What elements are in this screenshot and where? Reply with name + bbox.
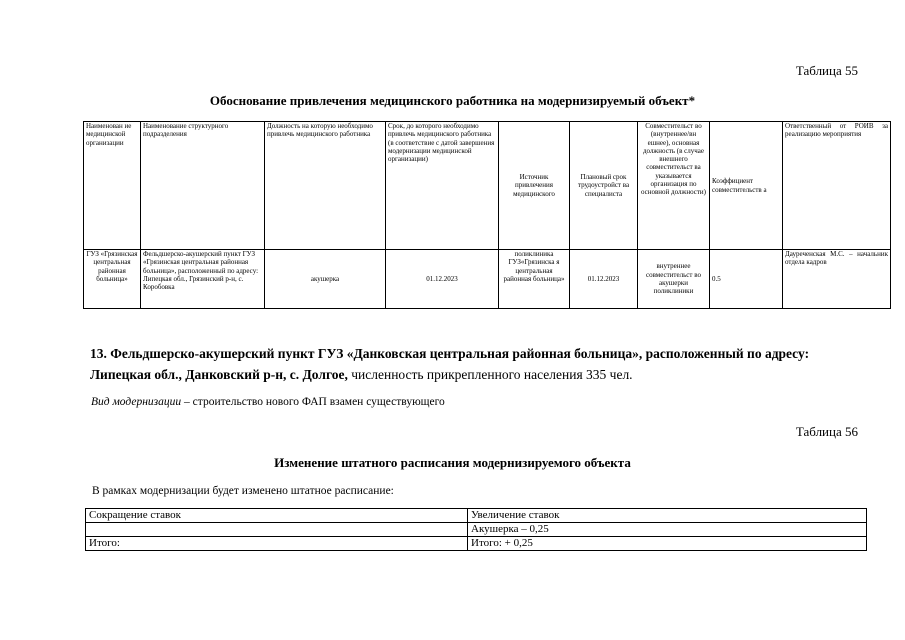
table-55 [83, 121, 891, 309]
table-56-title: Изменение штатного расписания модернизируемого объекта [274, 455, 631, 470]
table-55-number: Таблица 55 [795, 63, 858, 78]
table-cell: поликлиника ГУЗ«Грязинска я центральная районная больница» [499, 250, 570, 309]
header-cell: Должность на которую необходимо привлечь медицинского работника [265, 122, 386, 250]
table-cell: Акушерка – 0,25 [468, 523, 867, 537]
table-cell: 01.12.2023 [570, 250, 638, 309]
table-cell: 01.12.2023 [386, 250, 499, 309]
table-cell: акушерка [265, 250, 386, 309]
modernization-type [91, 396, 445, 408]
section-13-population: численность прикрепленного населения 335 чел. [347, 367, 633, 382]
table-header-row [86, 509, 867, 523]
table-cell: Дауреченская М.С. – начальник отдела кадров [783, 250, 891, 309]
table-56 [85, 508, 867, 551]
table-cell: Итого: [86, 537, 468, 551]
header-cell: Коэффициент совместительств а [710, 122, 783, 250]
table-56-intro: В рамках модернизации будет изменено штатное расписание: [92, 485, 394, 497]
header-cell: Плановый срок трудоустройст ва специалиста [570, 122, 638, 250]
table-cell: 0.5 [710, 250, 783, 309]
table-cell: ГУЗ «Грязинская центральная районная больница» [84, 250, 141, 309]
section-13-title: 13. Фельдшерско-акушерский пункт ГУЗ «Данковская центральная районная больница», расположенный по адресу: Липецкая обл., Данковский р-н, с. Долгое, [90, 346, 810, 382]
header-cell: Наименование структурного подразделения [141, 122, 265, 250]
table-cell: внутреннее совместительст во акушерки поликлиники [638, 250, 710, 309]
modernization-type-text: – строительство нового ФАП взамен существующего [181, 396, 445, 408]
header-cell: Увеличение ставок [468, 509, 867, 523]
table-row [86, 523, 867, 537]
header-cell: Наименован ие медицинской организации [84, 122, 141, 250]
table-header-row [84, 122, 891, 250]
header-cell: Сокращение ставок [86, 509, 468, 523]
table-cell: Итого: + 0,25 [468, 537, 867, 551]
table-55-title: Обоснование привлечения медицинского работника на модернизируемый объект* [209, 93, 696, 108]
table-cell [86, 523, 468, 537]
table-row [84, 250, 891, 309]
header-cell: Источник привлечения медицинского [499, 122, 570, 250]
header-cell: Совместительст во (внутреннее/вн ешнее), основная должность (в случае внешнего совместительст ва указывается организация по основной должности) [638, 122, 710, 250]
modernization-type-label: Вид модернизации [91, 396, 182, 408]
header-cell: Ответственный от РОИВ за реализацию мероприятия [783, 122, 891, 250]
header-cell: Срок, до которого необходимо привлечь медицинского работника (в соответствие с датой завершения модернизации медицинской организации) [386, 122, 499, 250]
table-56-number: Таблица 56 [795, 424, 858, 439]
table-cell: Фельдшерско-акушерский пункт ГУЗ «Грязинская центральная районная больница», расположенный по адресу: Липецкая обл., Грязинский р-н, с. Коробовка [141, 250, 265, 309]
section-13-heading [90, 343, 860, 385]
table-total-row [86, 537, 867, 551]
